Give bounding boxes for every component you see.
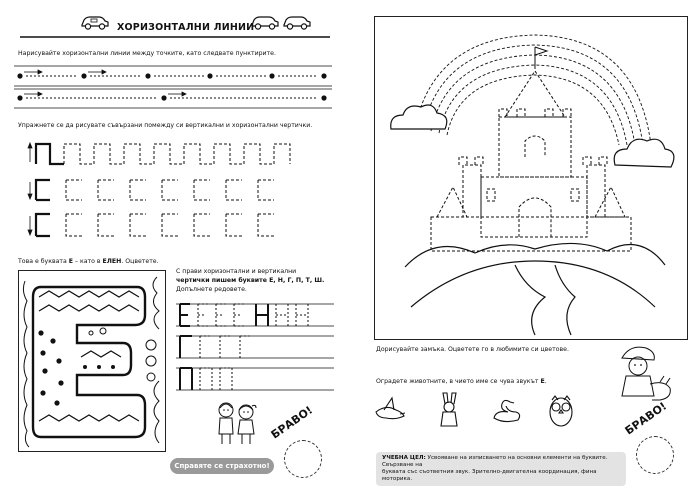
letter-intro-text-3: . Оцветете. xyxy=(121,258,159,265)
instruction-horizontal-lines: Нарисувайте хоризонтални линии между точките, като следвате пунктирите. xyxy=(18,50,276,57)
pattern-tracing-exercise[interactable] xyxy=(28,136,328,242)
footer-label: УЧЕБНА ЦЕЛ: xyxy=(382,455,426,461)
bird-icon[interactable] xyxy=(372,396,406,426)
car-icon xyxy=(80,14,110,30)
letter-intro-text-2: – като в xyxy=(73,258,103,265)
bunny-icon[interactable] xyxy=(436,392,462,428)
letters-text-line-1: С прави хоризонтални и вертикални xyxy=(176,268,297,275)
bravo-sticker-circle[interactable] xyxy=(636,436,674,474)
footer-line-2: буквата със съответния звук. Зрително-двигателна координация, фина моторика. xyxy=(382,469,597,482)
car-icon xyxy=(282,14,312,30)
letter-intro xyxy=(18,258,159,266)
swan-icon[interactable] xyxy=(490,396,524,426)
castle-illustration xyxy=(375,17,687,339)
bravo-sticker-circle[interactable] xyxy=(284,440,322,478)
letter-e-coloring-panel[interactable] xyxy=(18,270,166,452)
letters-text-line-3: Допълнете редовете. xyxy=(176,286,247,293)
decorated-letter-e xyxy=(19,271,165,451)
title-underline xyxy=(20,36,330,40)
letters-text-line-2: чертички пишем буквите Е, Н, Г, П, Т, Ш. xyxy=(176,277,325,284)
girl-with-dog-illustration xyxy=(612,344,676,406)
animals-instruction xyxy=(376,378,547,386)
children-illustration xyxy=(214,400,258,446)
owl-icon[interactable] xyxy=(546,394,576,428)
praise-banner: Справяте се страхотно! xyxy=(170,458,274,474)
instruction-connected-lines: Упражнете се да рисувате съвързани помежду си вертикални и хоризонтални чертички. xyxy=(18,122,313,129)
letter-intro-text: Това е буквата xyxy=(18,258,69,265)
bravo-badge-label: БРАВО! xyxy=(268,403,316,442)
footer-line-1: Усвояване на изписването на основни елементи на буквите. Свързване на xyxy=(382,455,608,468)
letter-intro-letter: Е xyxy=(68,258,73,265)
animals-instruction-end: . xyxy=(544,378,547,385)
letter-intro-word: ЕЛЕН xyxy=(102,258,122,265)
animals-instruction-letter: Е xyxy=(540,378,545,385)
right-page xyxy=(350,0,700,495)
learning-goal-footer xyxy=(376,452,626,486)
bravo-badge-label: БРАВО! xyxy=(622,399,670,438)
dot-rows-exercise[interactable] xyxy=(14,64,334,110)
letter-writing-rows[interactable] xyxy=(176,298,336,392)
page-title: ХОРИЗОНТАЛНИ ЛИНИИ xyxy=(117,22,255,33)
castle-drawing-panel[interactable] xyxy=(374,16,688,340)
car-icon xyxy=(250,14,280,30)
castle-instruction: Дорисувайте замъка. Оцветете го в любимите си цветове. xyxy=(376,346,569,353)
animals-instruction-text: Оградете животните, в чието име се чува звукът xyxy=(376,378,541,385)
